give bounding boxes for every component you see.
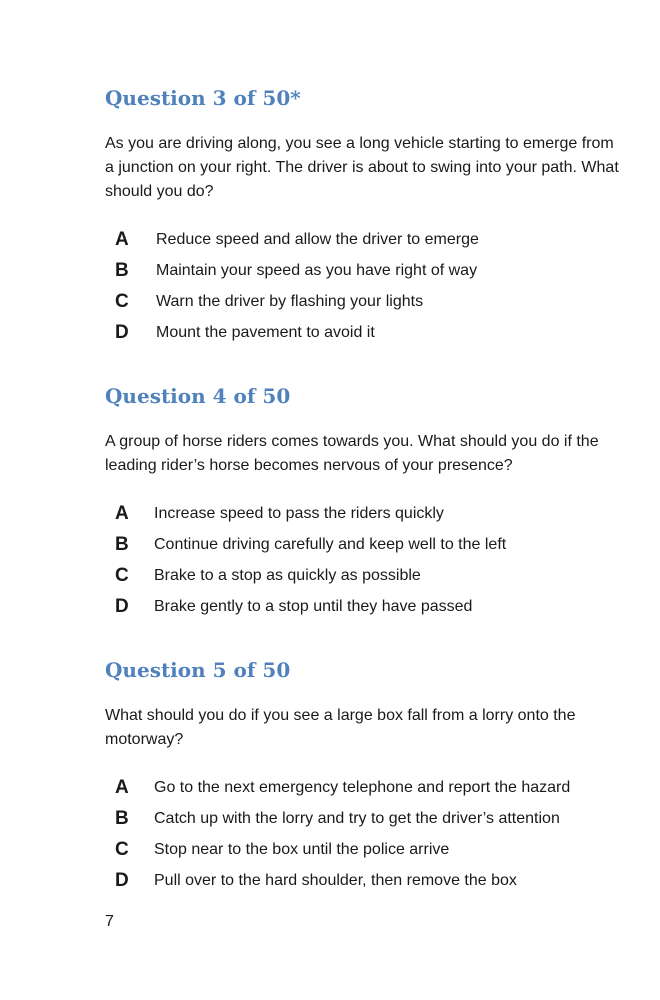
option-letter: A <box>115 228 129 250</box>
option-text: Maintain your speed as you have right of way <box>156 261 478 279</box>
page-number: 7 <box>105 913 114 930</box>
answer-option-b[interactable] <box>105 529 625 560</box>
answer-option-b[interactable] <box>105 255 625 286</box>
option-text: Brake gently to a stop until they have passed <box>154 597 473 615</box>
question-3 <box>105 86 625 348</box>
answer-option-a[interactable] <box>105 224 625 255</box>
answer-option-c[interactable] <box>105 834 625 865</box>
option-letter: C <box>115 290 129 312</box>
answer-option-d[interactable] <box>105 317 625 348</box>
option-letter: B <box>115 533 129 555</box>
question-title: Question 4 of 50 <box>105 384 291 408</box>
answer-option-c[interactable] <box>105 286 625 317</box>
option-text: Increase speed to pass the riders quickly <box>154 504 444 522</box>
answer-option-d[interactable] <box>105 865 625 896</box>
answer-option-a[interactable] <box>105 498 625 529</box>
question-title: Question 3 of 50* <box>105 86 301 110</box>
question-text: A group of horse riders comes towards you. What should you do if the leading rider’s horse becomes nervous of your presence? <box>105 433 599 474</box>
option-letter: C <box>115 838 129 860</box>
question-text: What should you do if you see a large box fall from a lorry onto the motorway? <box>105 707 576 748</box>
option-text: Catch up with the lorry and try to get the driver’s attention <box>154 809 560 827</box>
option-text: Reduce speed and allow the driver to emerge <box>156 230 479 248</box>
option-letter: D <box>115 869 129 891</box>
question-5 <box>105 658 625 896</box>
question-4 <box>105 384 625 622</box>
answer-option-a[interactable] <box>105 772 625 803</box>
option-text: Warn the driver by flashing your lights <box>156 292 424 310</box>
option-text: Pull over to the hard shoulder, then remove the box <box>154 871 517 889</box>
option-letter: B <box>115 259 129 281</box>
option-letter: A <box>115 776 129 798</box>
question-text: As you are driving along, you see a long vehicle starting to emerge from a junction on your right. The driver is about to swing into your path. What should you do? <box>105 135 619 200</box>
option-text: Mount the pavement to avoid it <box>156 323 375 341</box>
option-text: Go to the next emergency telephone and report the hazard <box>154 778 571 796</box>
option-letter: A <box>115 502 129 524</box>
option-letter: B <box>115 807 129 829</box>
answer-options <box>105 498 625 622</box>
answer-option-c[interactable] <box>105 560 625 591</box>
answer-options <box>105 772 625 896</box>
option-text: Brake to a stop as quickly as possible <box>154 566 421 584</box>
answer-option-b[interactable] <box>105 803 625 834</box>
question-title: Question 5 of 50 <box>105 658 291 682</box>
option-letter: D <box>115 595 129 617</box>
answer-options <box>105 224 625 348</box>
option-text: Continue driving carefully and keep well to the left <box>154 535 507 553</box>
answer-option-d[interactable] <box>105 591 625 622</box>
option-text: Stop near to the box until the police arrive <box>154 840 450 858</box>
option-letter: D <box>115 321 129 343</box>
option-letter: C <box>115 564 129 586</box>
